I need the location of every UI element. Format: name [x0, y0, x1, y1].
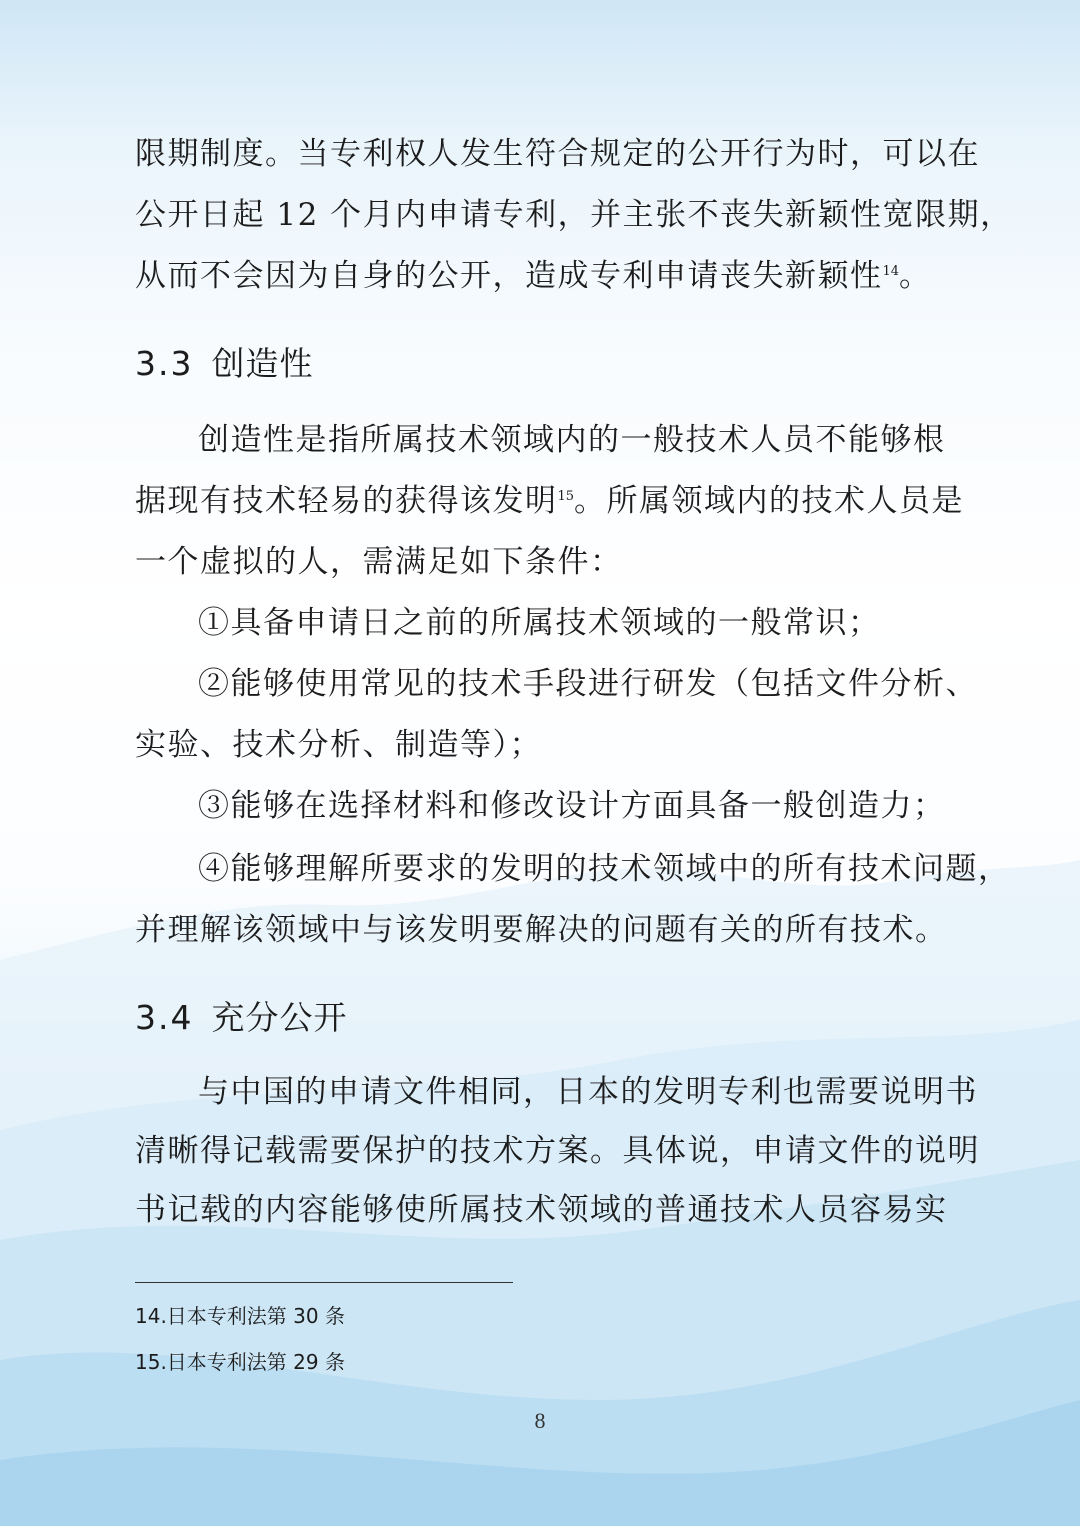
section-number: 3.3: [135, 344, 194, 383]
section-heading: [135, 343, 313, 385]
body-text: 从而不会因为自身的公开，造成专利申请丧失新颖性: [135, 258, 883, 294]
condition-item-cont: 实验、技术分析、制造等）；: [135, 727, 542, 763]
page-number: 8: [534, 1408, 546, 1433]
body-line: 书记载的内容能够使所属技术领域的普通技术人员容易实: [135, 1192, 948, 1228]
body-line: [135, 481, 965, 521]
body-line: 创造性是指所属技术领域内的一般技术人员不能够根: [198, 422, 946, 458]
body-line: 公开日起 12 个月内申请专利，并主张不丧失新颖性宽限期，: [135, 197, 1013, 233]
footnote-ref: 15: [557, 489, 575, 504]
section-number: 3.4: [135, 998, 194, 1037]
footnote: 14.日本专利法第 30 条: [135, 1304, 345, 1328]
condition-item: ④能够理解所要求的发明的技术领域中的所有技术问题，: [198, 851, 1011, 887]
condition-item: ③能够在选择材料和修改设计方面具备一般创造力；: [198, 788, 946, 824]
condition-item: ②能够使用常见的技术手段进行研发（包括文件分析、: [198, 666, 978, 702]
body-text: 据现有技术轻易的获得该发明$^{15}$。所属领域内的技术人员是: [135, 483, 965, 519]
body-line: 与中国的申请文件相同，日本的发明专利也需要说明书: [198, 1074, 978, 1110]
section-heading: [135, 997, 347, 1039]
body-line: 限期制度。当专利权人发生符合规定的公开行为时，可以在: [135, 136, 980, 172]
body-text: 。: [899, 258, 932, 294]
section-title: 充分公开: [211, 998, 348, 1037]
section-title: 创造性: [211, 344, 314, 383]
footnote: 15.日本专利法第 29 条: [135, 1350, 345, 1374]
body-line: 清晰得记载需要保护的技术方案。具体说，申请文件的说明: [135, 1133, 980, 1169]
footnote-separator: [135, 1282, 513, 1283]
body-line: 一个虚拟的人，需满足如下条件：: [135, 544, 623, 580]
condition-item: ①具备申请日之前的所属技术领域的一般常识；: [198, 605, 881, 641]
body-line: [135, 256, 945, 296]
condition-item-cont: 并理解该领域中与该发明要解决的问题有关的所有技术。: [135, 912, 948, 948]
footnote-ref: 14: [882, 264, 900, 279]
